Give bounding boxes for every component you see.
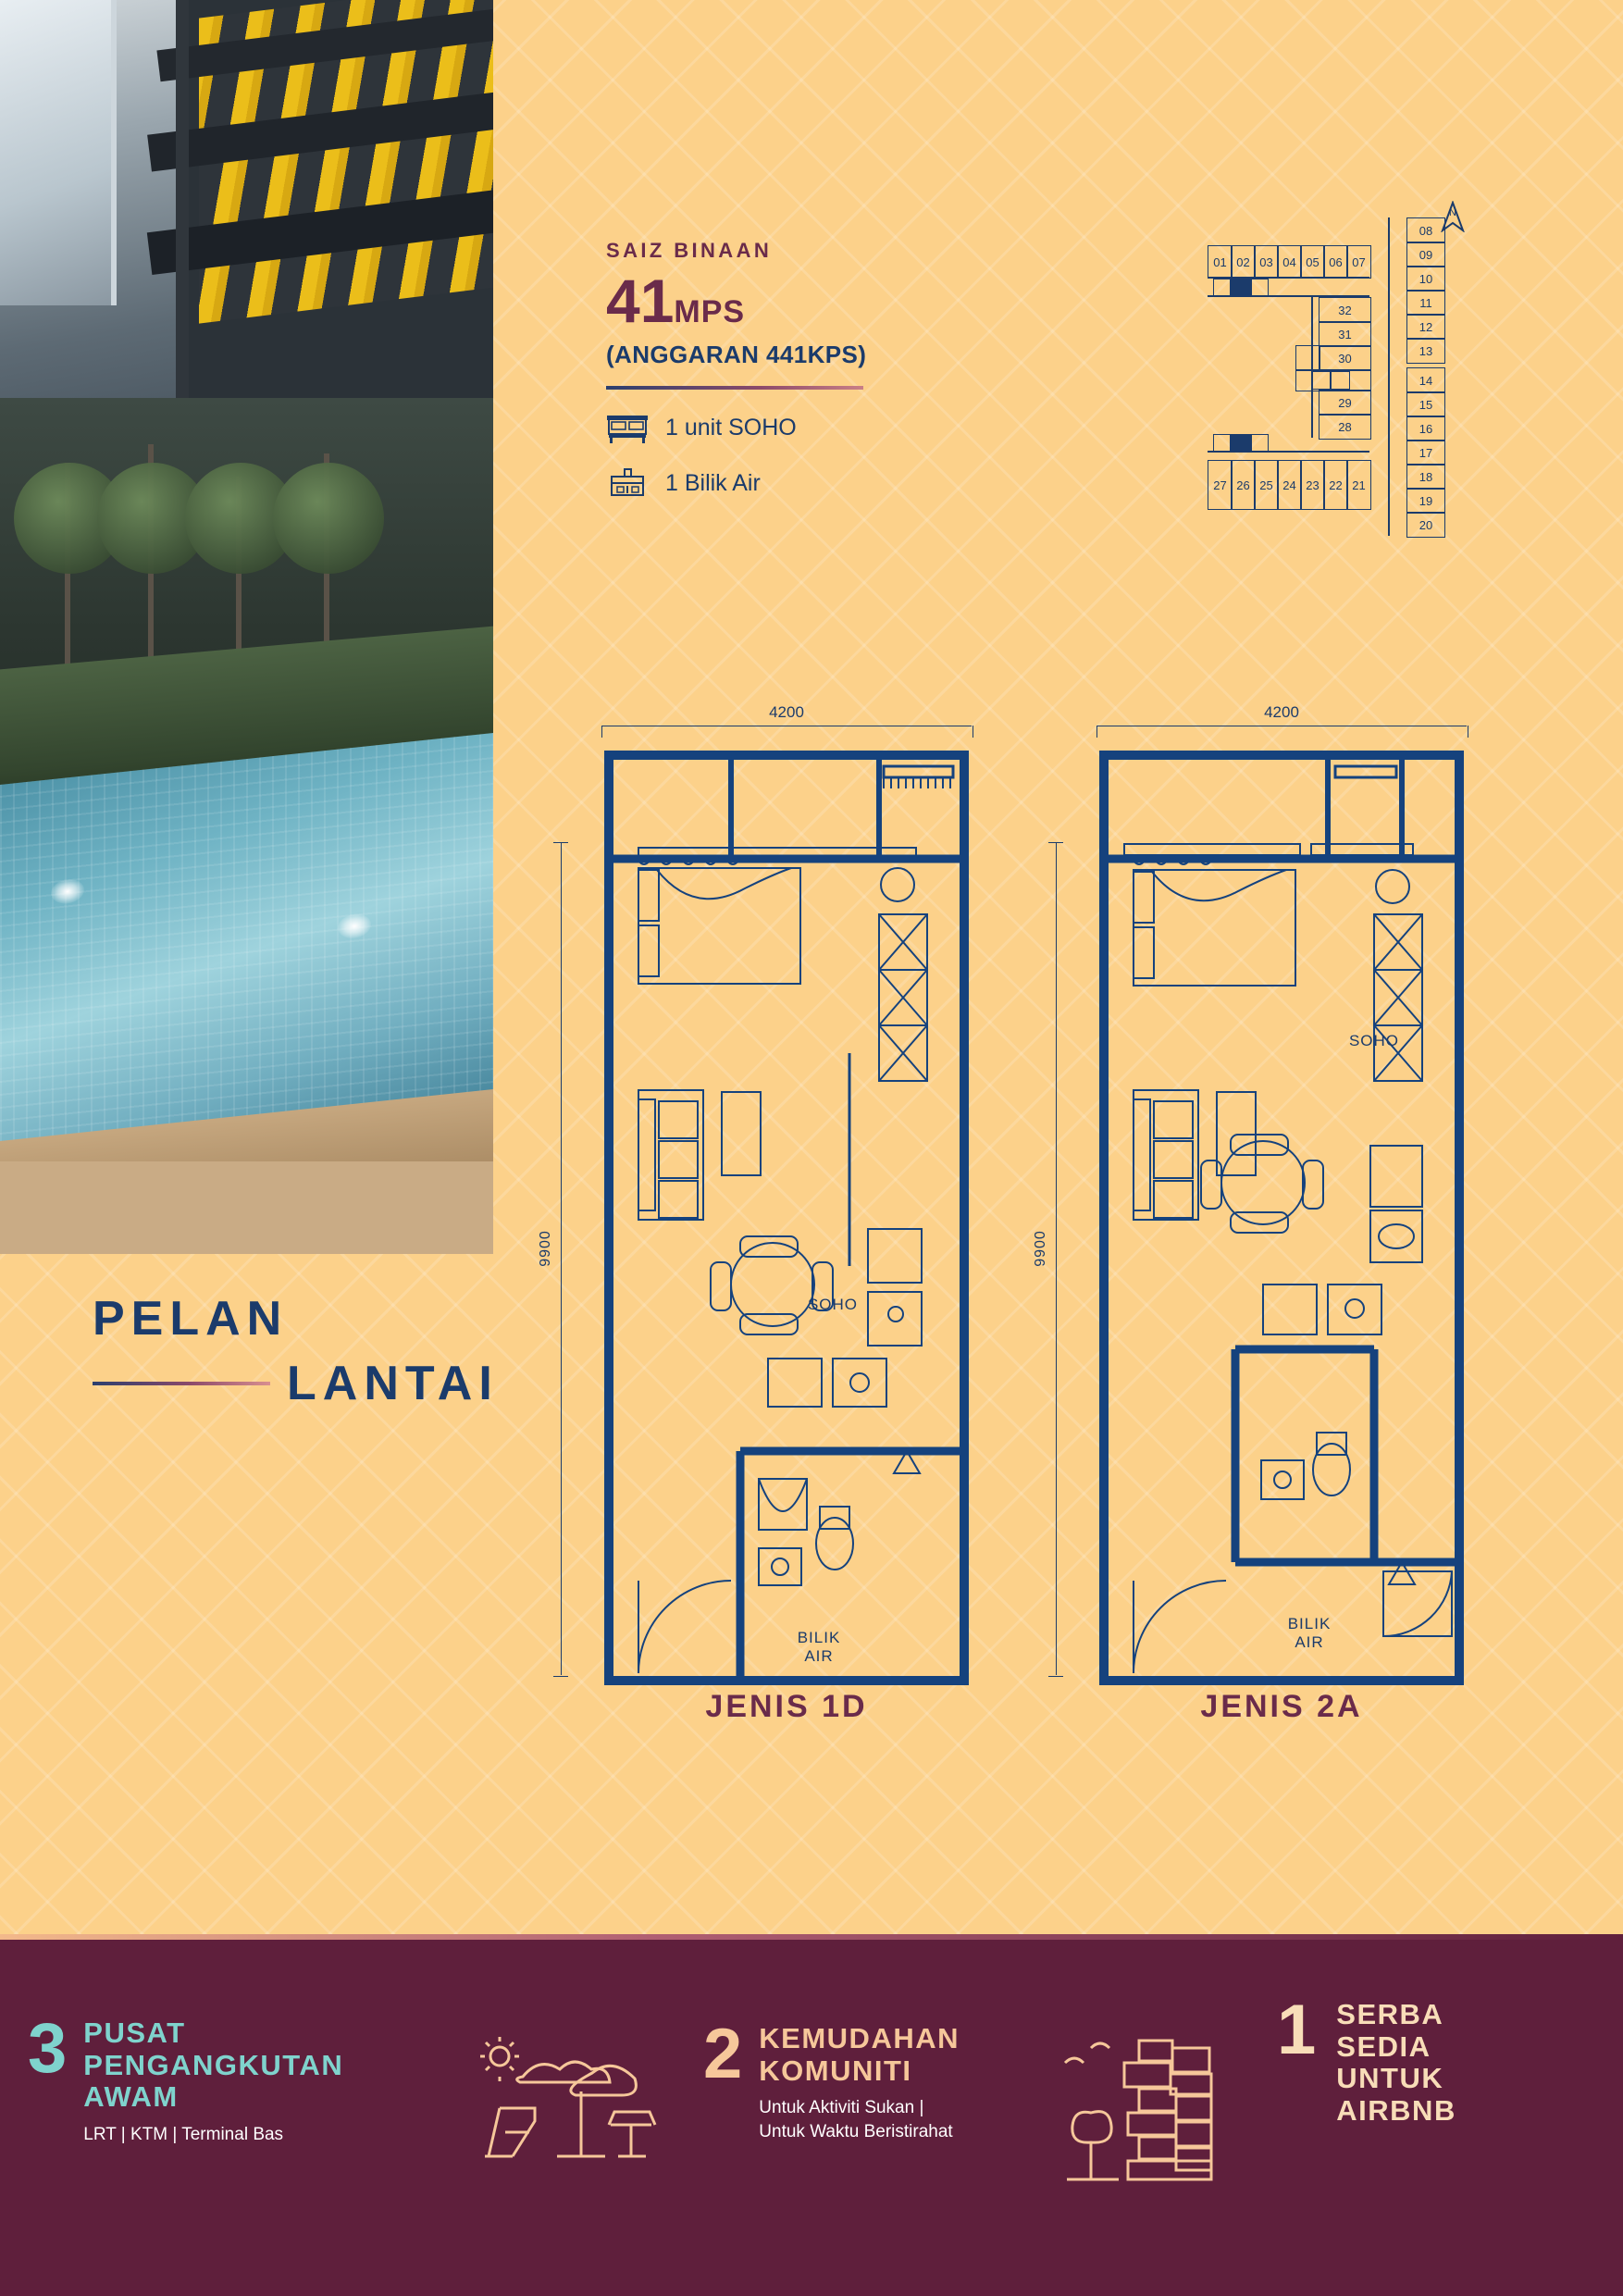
footer-number-2: 2: [703, 2015, 743, 2093]
plan-b-width-value: 4200: [1264, 703, 1299, 721]
size-number: 41: [606, 267, 675, 335]
keyplan-lift-4: [1213, 434, 1232, 453]
spec-row-bathroom: [606, 465, 884, 501]
saiz-binaan-label: SAIZ BINAAN: [606, 239, 773, 262]
keyplan-unit-31: 31: [1319, 321, 1371, 347]
keyplan-unit-09: 09: [1406, 242, 1445, 267]
keyplan-unit-02: 02: [1231, 245, 1256, 279]
footer-number-3: 3: [28, 2009, 68, 2088]
keyplan-unit-10: 10: [1406, 266, 1445, 292]
keyplan-unit-28: 28: [1319, 414, 1371, 440]
keyplan-unit-13: 13: [1406, 338, 1445, 364]
keyplan-unit-24: 24: [1277, 460, 1302, 510]
plan-b-depth-dimension: [1032, 842, 1063, 1675]
keyplan-unit-23: 23: [1300, 460, 1325, 510]
keyplan-unit-16: 16: [1406, 416, 1445, 441]
keyplan-unit-06: 06: [1323, 245, 1348, 279]
spec-label-bathroom: 1 Bilik Air: [665, 469, 761, 496]
built-up-size-panel: [606, 239, 884, 501]
panel-divider: [606, 386, 863, 390]
keyplan-lift-2: [1230, 279, 1252, 297]
size-alt-label: (ANGGARAN 441KPS): [606, 341, 867, 368]
keyplan-unit-11: 11: [1406, 290, 1445, 316]
bed-icon: [606, 410, 649, 445]
pool-light: [51, 877, 84, 905]
plan-a-drawing: [601, 748, 972, 1710]
keyplan-unit-26: 26: [1231, 460, 1256, 510]
plan-b-width-dimension: [1096, 703, 1467, 738]
keyplan-unit-04: 04: [1277, 245, 1302, 279]
plan-a-bathroom-label: BILIK AIR: [797, 1629, 841, 1665]
title-divider: [93, 1382, 270, 1385]
keyplan-unit-08: 08: [1406, 217, 1445, 243]
keyplan-unit-22: 22: [1323, 460, 1348, 510]
section-title: [93, 1291, 500, 1411]
svg-text:N: N: [1449, 207, 1456, 218]
keyplan-right-corridor: [1388, 217, 1390, 536]
plan-a-depth-dimension: [537, 842, 568, 1675]
footer-heading-airbnb: SERBA SEDIA UNTUK AIRBNB: [1336, 1998, 1456, 2128]
footer-item-transport: [28, 2009, 344, 2147]
keyplan-unit-07: 07: [1346, 245, 1371, 279]
keyplan-unit-32: 32: [1319, 297, 1371, 323]
keyplan-corridor-vertical: [1311, 297, 1313, 438]
keyplan-unit-14: 14: [1406, 367, 1445, 393]
footer-number-1: 1: [1277, 1991, 1317, 2069]
footer-accent-bar: [0, 1934, 1623, 1940]
bathroom-icon: [606, 465, 649, 501]
keyplan-stair-1: [1311, 371, 1332, 390]
plan-a-depth-value: 9900: [537, 1230, 553, 1267]
photo-trees: [9, 305, 398, 676]
keyplan-lift-1: [1213, 279, 1232, 297]
keyplan-unit-15: 15: [1406, 391, 1445, 417]
keyplan-unit-12: 12: [1406, 314, 1445, 340]
footer-sub-transport: LRT | KTM | Terminal Bas: [83, 2125, 284, 2145]
beach-chair-icon: [472, 2036, 657, 2179]
size-value: [606, 267, 884, 335]
keyplan-service-1: [1295, 345, 1320, 371]
keyplan-lift-3: [1250, 279, 1269, 297]
city-buildings-icon: [1059, 2031, 1226, 2189]
spec-row-bedroom: [606, 410, 884, 445]
page-title-line1: PELAN: [93, 1292, 289, 1346]
photo-pool-deck-lower: [0, 1161, 493, 1254]
keyplan-unit-20: 20: [1406, 512, 1445, 538]
plan-a-width-dimension: [601, 703, 972, 738]
plan-b-soho-label: SOHO: [1348, 1032, 1400, 1049]
photo-glass-facade: [0, 0, 117, 305]
keyplan-unit-21: 21: [1346, 460, 1371, 510]
hero-photo: [0, 0, 493, 1254]
pool-light: [338, 912, 371, 940]
keyplan-unit-27: 27: [1208, 460, 1233, 510]
footer-sub-community: Untuk Aktiviti Sukan | Untuk Waktu Beristirahat: [759, 2098, 953, 2142]
keyplan-unit-25: 25: [1254, 460, 1279, 510]
tree-crown: [273, 463, 384, 574]
page-title-line2: LANTAI: [287, 1357, 499, 1410]
keyplan-unit-01: 01: [1208, 245, 1233, 279]
plan-b-title: JENIS 2A: [1200, 1689, 1363, 1724]
plan-a-title: JENIS 1D: [705, 1689, 868, 1724]
keyplan-unit-03: 03: [1254, 245, 1279, 279]
keyplan-unit-05: 05: [1300, 245, 1325, 279]
spec-label-bedroom: 1 unit SOHO: [665, 414, 797, 441]
key-plan: [1208, 208, 1513, 597]
footer-heading-transport: PUSAT PENGANGKUTAN AWAM: [83, 2017, 344, 2114]
keyplan-lift-6: [1250, 434, 1269, 453]
keyplan-unit-29: 29: [1319, 390, 1371, 416]
plan-b-bathroom-label: BILIK AIR: [1287, 1615, 1332, 1651]
footer-item-community: [703, 2015, 960, 2144]
keyplan-unit-18: 18: [1406, 464, 1445, 490]
plan-b-depth-value: 9900: [1032, 1230, 1048, 1267]
footer-band: [0, 1934, 1623, 2296]
keyplan-lift-5: [1230, 434, 1252, 453]
keyplan-stair-2: [1330, 371, 1350, 390]
plan-a-soho-label: SOHO: [807, 1296, 859, 1313]
size-unit: MPS: [674, 294, 746, 329]
keyplan-unit-17: 17: [1406, 440, 1445, 465]
keyplan-unit-30: 30: [1319, 345, 1371, 371]
keyplan-unit-19: 19: [1406, 488, 1445, 514]
plan-a-width-value: 4200: [769, 703, 804, 721]
footer-heading-community: KEMUDAHAN KOMUNITI: [759, 2022, 960, 2087]
plan-b-drawing: [1096, 748, 1467, 1710]
footer-item-airbnb: [1277, 1991, 1456, 2128]
